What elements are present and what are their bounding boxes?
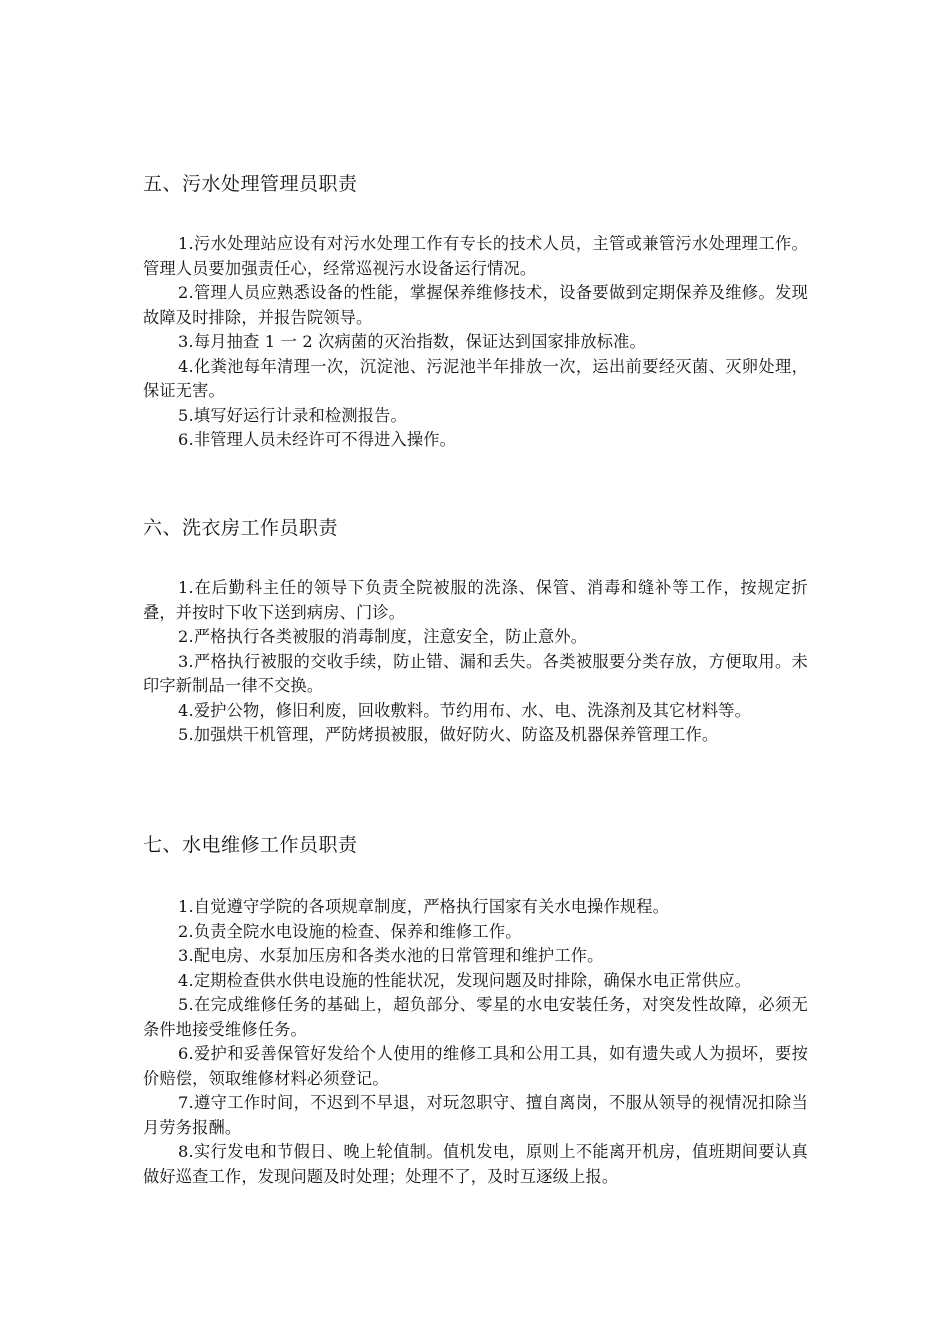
section-items bbox=[143, 895, 808, 1189]
list-item: 2.管理人员应熟悉设备的性能，掌握保养维修技术，设备要做到定期保养及维修。发现故障及时排除，并报告院领导。 bbox=[143, 283, 808, 327]
list-item: 1.自觉遵守学院的各项规章制度，严格执行国家有关水电操作规程。 bbox=[178, 897, 670, 916]
section-heading: 六、洗衣房工作员职责 bbox=[143, 517, 339, 539]
list-item: 5.在完成维修任务的基础上，超负部分、零星的水电安装任务，对突发性故障，必须无条件地接受维修任务。 bbox=[143, 995, 808, 1039]
list-item: 6.非管理人员未经许可不得进入操作。 bbox=[178, 430, 457, 449]
section-maintenance bbox=[143, 833, 808, 1186]
list-item: 4.定期检查供水供电设施的性能状况，发现问题及时排除，确保水电正常供应。 bbox=[178, 970, 752, 990]
list-item: 1.污水处理站应设有对污水处理工作有专长的技术人员，主管或兼管污水处理理工作。管理人员要加强责任心，经常巡视污水设备运行情况。 bbox=[143, 234, 808, 278]
section-items bbox=[143, 576, 808, 748]
list-item: 3.每月抽查 1 一 2 次病菌的灭治指数，保证达到国家排放标准。 bbox=[178, 332, 646, 351]
section-heading: 七、水电维修工作员职责 bbox=[143, 834, 358, 856]
list-item: 4.化粪池每年清理一次，沉淀池、污泥池半年排放一次，运出前要经灭菌、灭卵处理，保证无害。 bbox=[143, 356, 808, 400]
section-heading: 五、污水处理管理员职责 bbox=[143, 173, 358, 195]
list-item: 6.爱护和妥善保管好发给个人使用的维修工具和公用工具，如有遗失或人为损坏，要按价赔偿，领取维修材料必须登记。 bbox=[143, 1044, 808, 1088]
section-sewage bbox=[143, 172, 808, 449]
list-item: 4.爱护公物，修旧利废，回收敷料。节约用布、水、电、洗涤剂及其它材料等。 bbox=[178, 700, 752, 720]
list-item: 5.填写好运行计录和检测报告。 bbox=[178, 405, 407, 425]
list-item: 1.在后勤科主任的领导下负责全院被服的洗涤、保管、消毒和缝补等工作，按规定折叠，并按时下收下送到病房、门诊。 bbox=[143, 578, 808, 622]
list-item: 5.加强烘干机管理，严防烤损被服，做好防火、防盗及机器保养管理工作。 bbox=[178, 725, 719, 744]
list-item: 3.严格执行被服的交收手续，防止错、漏和丢失。各类被服要分类存放，方便取用。未印字新制品一律不交换。 bbox=[143, 651, 808, 695]
list-item: 2.严格执行各类被服的消毒制度，注意安全，防止意外。 bbox=[178, 627, 588, 646]
list-item: 2.负责全院水电设施的检查、保养和维修工作。 bbox=[178, 921, 522, 941]
list-item: 7.遵守工作时间，不迟到不早退，对玩忽职守、擅自离岗，不服从领导的视情况扣除当月劳务报酬。 bbox=[143, 1093, 808, 1137]
list-item: 8.实行发电和节假日、晚上轮值制。值机发电，原则上不能离开机房，值班期间要认真做好巡查工作，发现问题及时处理；处理不了，及时互逐级上报。 bbox=[143, 1142, 808, 1186]
section-items bbox=[143, 232, 808, 453]
list-item: 3.配电房、水泵加压房和各类水池的日常管理和维护工作。 bbox=[178, 946, 604, 965]
section-laundry bbox=[143, 516, 808, 744]
